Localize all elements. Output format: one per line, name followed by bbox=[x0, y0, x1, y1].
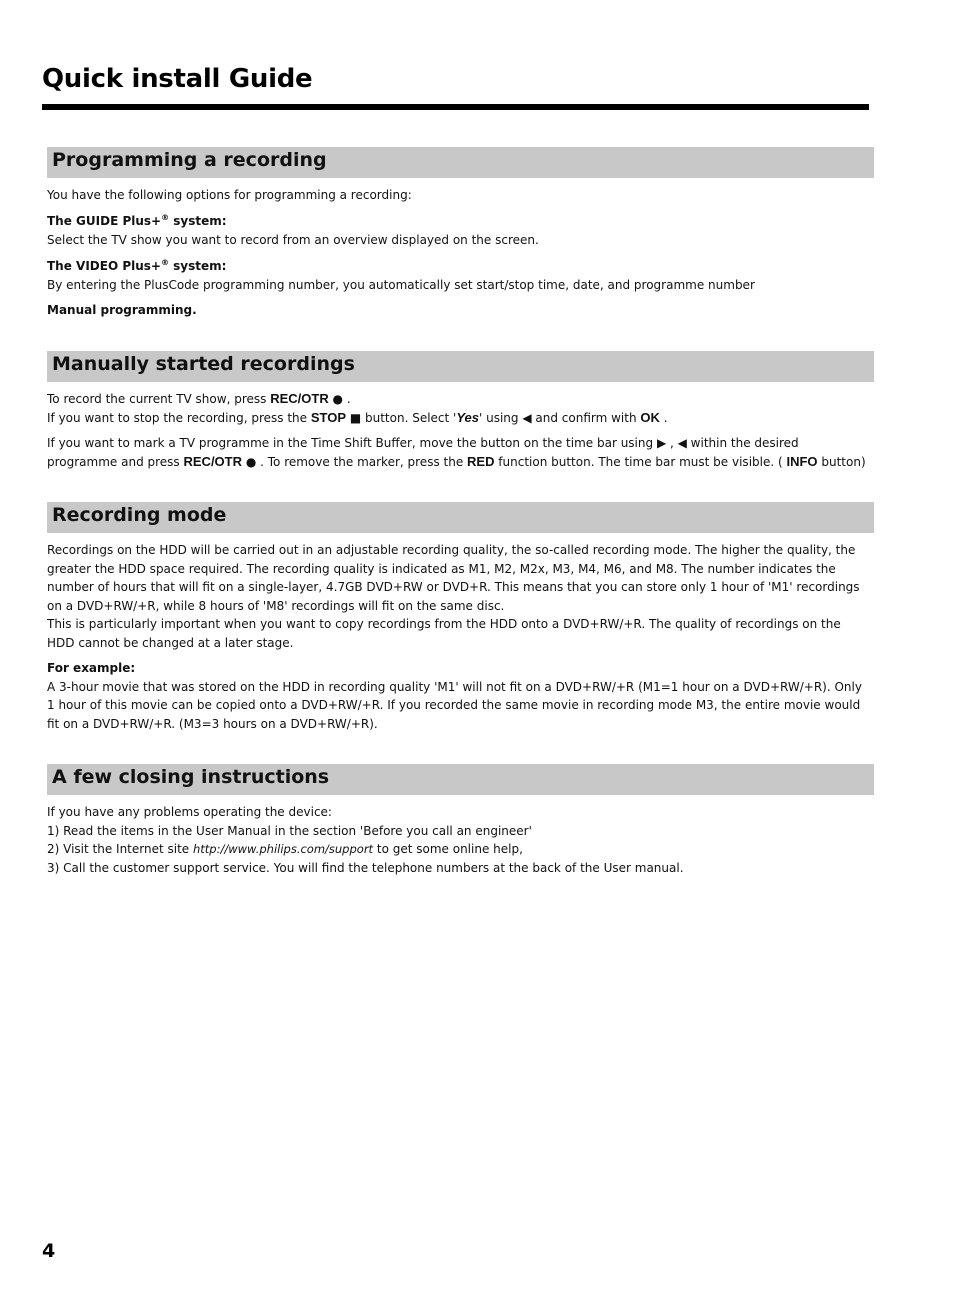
example-text: A 3-hour movie that was stored on the HDD in recording quality 'M1' will not fit on a DVD+RW/+R (M1=1 hour on a DVD+RW/+R). Only 1 hour of this movie can be copied onto a DVD+RW/+R. If you recorded the same movie in recording mode M3, the entire movie would fit on a DVD+RW/+R. (M3=3 hours on a DVD+RW/+R). bbox=[47, 679, 862, 731]
section-heading-manual bbox=[47, 351, 874, 382]
recording-mode-paragraph: Recordings on the HDD will be carried out in an adjustable recording quality, the so-called recording mode. The higher the quality, the greater the HDD space required. The recording quality is indicated as M1, M2, M2x, M3, M4, M6, and M8. The number indicates the number of hours that will fit on a single-layer, 4.7GB DVD+RW or DVD+R. This means that you can store only 1 hour of 'M1' recordings on a DVD+RW/+R, while 8 hours of 'M8' recordings will fit on the same disc. This is particularly important when you want to copy recordings from the HDD onto a DVD+RW/+R. The quality of recordings on the HDD cannot be changed at a later stage. bbox=[47, 543, 860, 650]
page-number: 4 bbox=[42, 1240, 56, 1262]
section-heading-closing bbox=[47, 764, 874, 795]
manual-programming-label: Manual programming. bbox=[47, 303, 197, 317]
example-block bbox=[47, 659, 871, 733]
closing-instructions: If you have any problems operating the device: 1) Read the items in the User Manual in the section 'Before you call an engineer' 2) Visit the Internet site http://www.philips.com/support to get some online help, 3) Call the customer support service. You will find the telephone numbers at the back of the User manual. bbox=[47, 805, 684, 875]
section-heading-text: Programming a recording bbox=[52, 149, 327, 171]
stop-square-icon: ■ bbox=[346, 410, 362, 425]
video-plus-text: By entering the PlusCode programming number, you automatically set start/stop time, date, and programme number bbox=[47, 277, 755, 292]
record-dot-icon: ● bbox=[328, 392, 343, 406]
guide-plus-block bbox=[47, 212, 871, 249]
rec-otr-key: REC/OTR bbox=[183, 453, 242, 469]
time-shift-paragraph: If you want to mark a TV programme in the Time Shift Buffer, move the button on the time bar using ▶ , ◀ within the desired programme and press REC/OTR ● . To remove the marker, press the RED function button. The time bar must be visible. ( INFO button) bbox=[47, 436, 866, 469]
ok-key: OK bbox=[640, 409, 660, 425]
video-plus-block bbox=[47, 257, 871, 294]
programming-intro: You have the following options for programming a recording: bbox=[47, 188, 412, 202]
section-heading-recording-mode bbox=[47, 502, 874, 533]
stop-key: STOP bbox=[310, 409, 347, 425]
manual-record-paragraph: To record the current TV show, press REC/OTR ● . If you want to stop the recording, press the STOP ■ button. Select 'Yes' using ◀ and confirm with OK . bbox=[47, 391, 668, 425]
arrow-left-icon: ◀ bbox=[677, 436, 687, 450]
yes-option: Yes bbox=[456, 409, 479, 425]
support-link[interactable]: http://www.philips.com/support bbox=[192, 842, 374, 856]
list-item: 2) Visit the Internet site http://www.philips.com/support to get some online help, bbox=[47, 842, 523, 856]
video-plus-label: The VIDEO Plus+® system: bbox=[47, 258, 227, 273]
list-item: 3) Call the customer support service. You will find the telephone numbers at the back of the User manual. bbox=[47, 860, 684, 875]
arrow-left-icon: ◀ bbox=[522, 410, 532, 425]
info-key: INFO bbox=[786, 453, 818, 469]
guide-plus-text: Select the TV show you want to record from an overview displayed on the screen. bbox=[47, 232, 539, 247]
section-heading-text: Manually started recordings bbox=[52, 353, 355, 375]
arrow-right-icon: ▶ bbox=[656, 436, 667, 450]
page-title: Quick install Guide bbox=[42, 64, 313, 94]
guide-plus-label: The GUIDE Plus+® system: bbox=[47, 213, 227, 228]
red-key: RED bbox=[467, 453, 495, 469]
list-item: 1) Read the items in the User Manual in the section 'Before you call an engineer' bbox=[47, 823, 532, 838]
example-label: For example: bbox=[47, 661, 136, 675]
record-dot-icon: ● bbox=[242, 454, 257, 469]
section-heading-text: A few closing instructions bbox=[52, 766, 330, 788]
title-rule bbox=[42, 104, 869, 110]
section-heading-text: Recording mode bbox=[52, 504, 227, 526]
section-heading-programming bbox=[47, 147, 874, 178]
rec-otr-key: REC/OTR bbox=[270, 391, 329, 406]
